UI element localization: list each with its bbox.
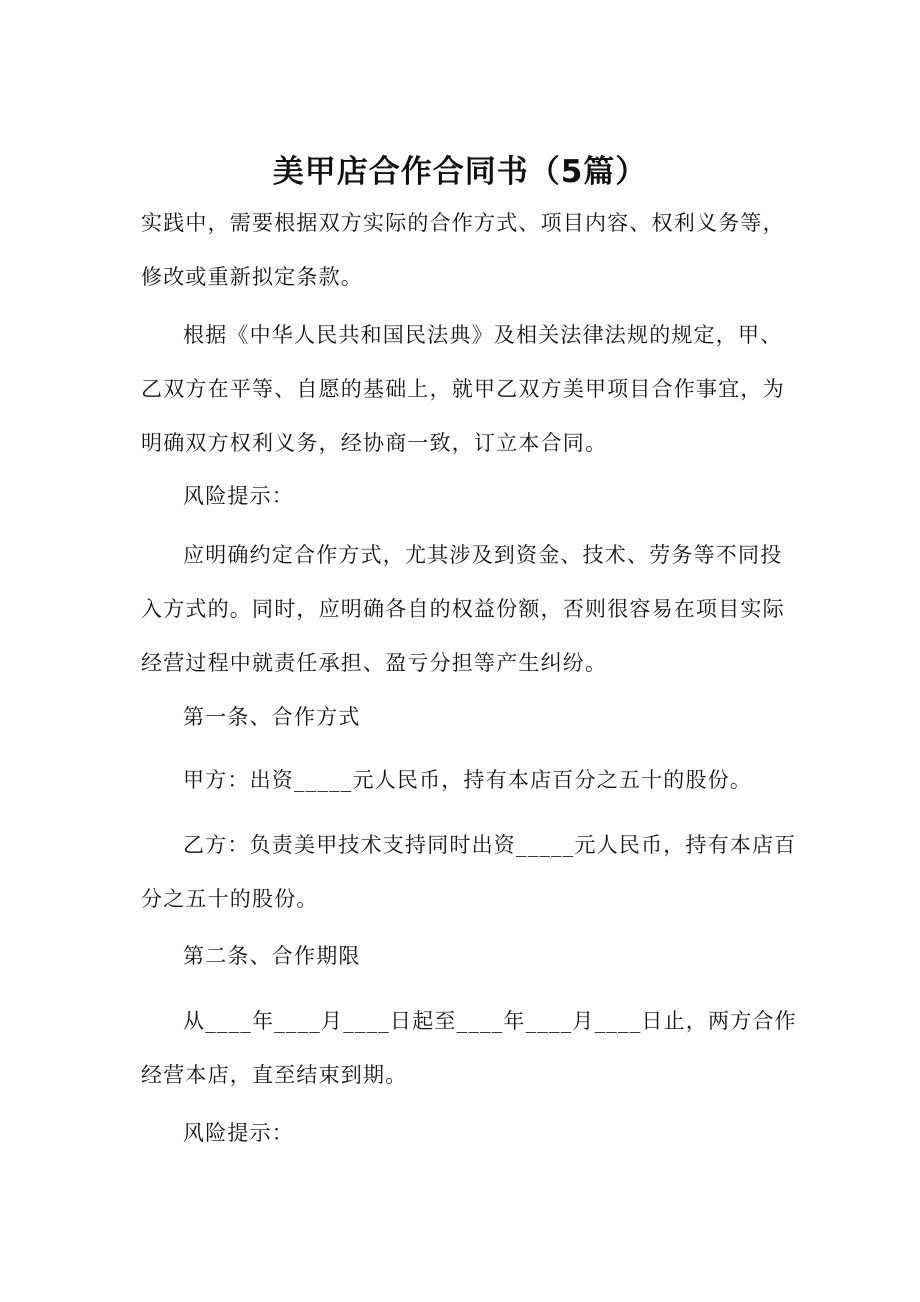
section-heading-1 (141, 690, 781, 744)
text-line: 从____年____月____日起至____年____月____日止，两方合作 (183, 1009, 797, 1033)
paragraph-risk-body (141, 528, 785, 690)
paragraph-legal-basis (141, 308, 785, 470)
text-line: 乙方：负责美甲技术支持同时出资_____元人民币，持有本店百 (183, 833, 797, 857)
text-line: 应明确约定合作方式，尤其涉及到资金、技术、劳务等不同投 (183, 543, 783, 567)
paragraph-risk-heading (141, 469, 781, 523)
text-line: 风险提示： (183, 1121, 294, 1145)
text-line: 实践中，需要根据双方实际的合作方式、项目内容、权利义务等， (141, 211, 785, 235)
text-line: 根据《中华人民共和国民法典》及相关法律法规的规定，甲、 (183, 323, 783, 347)
clause-party-a (141, 753, 781, 807)
document-title: 美甲店合作合同书（5篇） (272, 154, 648, 190)
clause-party-b (141, 818, 797, 926)
text-line: 第一条、合作方式 (183, 705, 361, 729)
section-heading-2 (141, 929, 781, 983)
text-line: 入方式的。同时，应明确各自的权益份额，否则很容易在项目实际 (141, 597, 785, 621)
text-line: 明确双方权利义务，经协商一致，订立本合同。 (141, 431, 608, 455)
text-line: 第二条、合作期限 (183, 944, 361, 968)
text-line: 经营过程中就责任承担、盈亏分担等产生纠纷。 (141, 651, 608, 675)
paragraph-intro (141, 196, 785, 304)
text-line: 甲方：出资_____元人民币，持有本店百分之五十的股份。 (183, 768, 753, 792)
paragraph-risk-heading-2 (141, 1106, 781, 1160)
text-line: 乙双方在平等、自愿的基础上，就甲乙双方美甲项目合作事宜，为 (141, 377, 785, 401)
text-line: 分之五十的股份。 (141, 887, 319, 911)
text-line: 经营本店，直至结束到期。 (141, 1063, 408, 1087)
text-line: 修改或重新拟定条款。 (141, 265, 363, 289)
clause-term (141, 994, 797, 1102)
text-line: 风险提示： (183, 484, 294, 508)
